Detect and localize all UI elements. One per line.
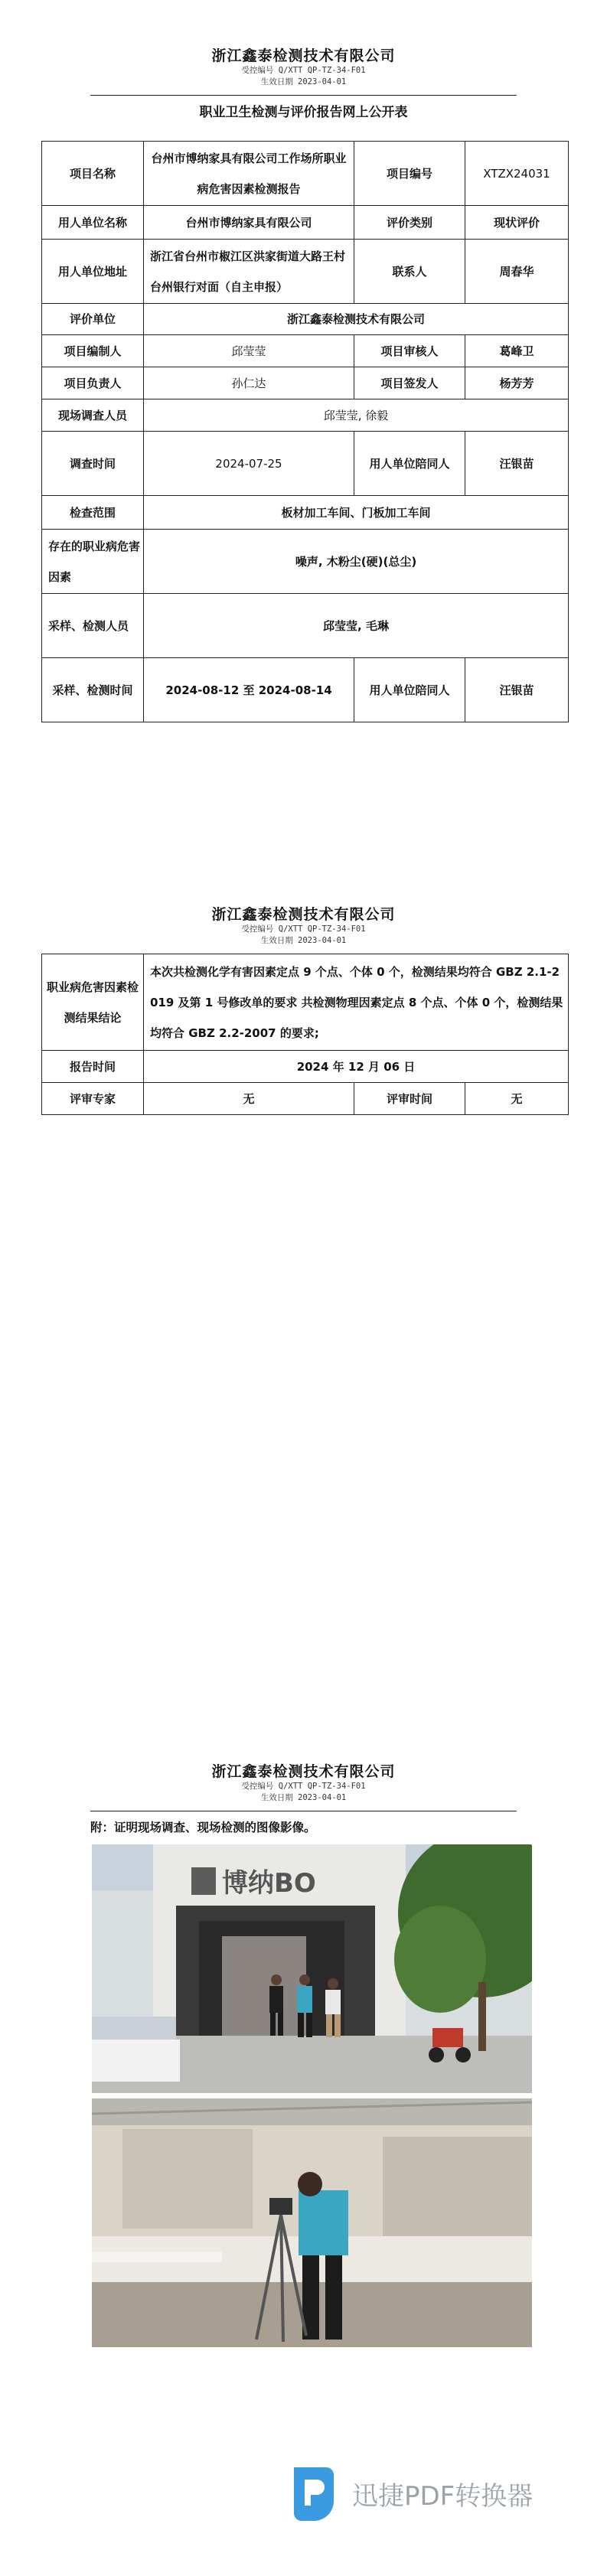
eval-unit-label: 评价单位: [42, 304, 144, 335]
watermark-text: 迅捷PDF转换器: [352, 2481, 534, 2512]
control-number: 受控编号 Q/XTT QP-TZ-34-F01: [241, 66, 366, 75]
review-time-label: 评审时间: [354, 1083, 465, 1115]
compiler-label: 项目编制人: [42, 335, 144, 367]
page-title: 职业卫生检测与评价报告网上公开表: [199, 105, 408, 120]
sampler-label: 采样、检测人员: [42, 594, 144, 658]
effective-date: 生效日期 2023-04-01: [260, 936, 347, 945]
leader-value: 孙仁达: [144, 367, 354, 399]
company-name: 浙江鑫泰检测技术有限公司: [211, 47, 396, 64]
report-time-value: 2024 年 12 月 06 日: [144, 1051, 569, 1083]
accompany-value: 汪银苗: [465, 432, 569, 496]
effective-date: 生效日期 2023-04-01: [260, 1793, 347, 1802]
employer-name-label: 用人单位名称: [42, 206, 144, 240]
report-time-label: 报告时间: [42, 1051, 144, 1083]
project-no-value: XTZX24031: [465, 142, 569, 206]
compiler-value: 邱莹莹: [144, 335, 354, 367]
conclusion-table: [41, 954, 569, 1115]
project-no-label: 项目编号: [354, 142, 465, 206]
sampler-value: 邱莹莹, 毛琳: [144, 594, 569, 658]
site-measurement-image: [92, 2098, 532, 2347]
watermark: [291, 2463, 551, 2524]
survey-time-value: 2024-07-25: [144, 432, 354, 496]
company-name: 浙江鑫泰检测技术有限公司: [211, 1763, 396, 1780]
site-staff-value: 邱莹莹, 徐毅: [144, 399, 569, 432]
contact-label: 联系人: [354, 240, 465, 304]
issuer-value: 杨芳芳: [465, 367, 569, 399]
conclusion-value: 本次共检测化学有害因素定点 9 个点、个体 0 个，检测结果均符合 GBZ 2.1-2019 及第 1 号修改单的要求 共检测物理因素定点 8 个点、个体 0 个，检测结果均符合 GBZ 2.2-2007 的要求;: [144, 954, 569, 1051]
page1-header: [0, 44, 607, 88]
reviewer-value: 葛峰卫: [465, 335, 569, 367]
eval-type-value: 现状评价: [465, 206, 569, 240]
expert-value: 无: [144, 1083, 354, 1115]
accompany2-label: 用人单位陪同人: [354, 658, 465, 722]
project-name-value: 台州市博纳家具有限公司工作场所职业病危害因素检测报告: [144, 142, 354, 206]
site-staff-label: 现场调查人员: [42, 399, 144, 432]
accompany-label: 用人单位陪同人: [354, 432, 465, 496]
scope-value: 板材加工车间、门板加工车间: [144, 496, 569, 530]
scope-label: 检查范围: [42, 496, 144, 530]
eval-unit-value: 浙江鑫泰检测技术有限公司: [144, 304, 569, 335]
sign-text: 博纳BO: [222, 1868, 316, 1899]
site-survey-photo: [92, 1844, 532, 2093]
site-measurement-photo: [92, 2098, 532, 2347]
hazard-value: 噪声, 木粉尘(硬)(总尘): [144, 530, 569, 594]
leader-label: 项目负责人: [42, 367, 144, 399]
employer-name-value: 台州市博纳家具有限公司: [144, 206, 354, 240]
review-time-value: 无: [465, 1083, 569, 1115]
site-survey-image: [92, 1844, 532, 2093]
sample-time-label: 采样、检测时间: [42, 658, 144, 722]
survey-time-label: 调查时间: [42, 432, 144, 496]
report-info-table: [41, 141, 569, 722]
eval-type-label: 评价类别: [354, 206, 465, 240]
company-name: 浙江鑫泰检测技术有限公司: [211, 906, 396, 923]
page3-header: [0, 1760, 607, 1804]
header-rule: [90, 95, 517, 96]
control-number: 受控编号 Q/XTT QP-TZ-34-F01: [241, 1782, 366, 1791]
project-name-label: 项目名称: [42, 142, 144, 206]
contact-value: 周春华: [465, 240, 569, 304]
reviewer-label: 项目审核人: [354, 335, 465, 367]
pdf-converter-logo-icon: [294, 2467, 334, 2521]
attachment-note: 附：证明现场调查、现场检测的图像影像。: [90, 1821, 316, 1834]
employer-addr-value: 浙江省台州市椒江区洪家街道大路王村台州银行对面（自主申报）: [144, 240, 354, 304]
employer-addr-label: 用人单位地址: [42, 240, 144, 304]
hazard-label: 存在的职业病危害因素: [42, 530, 144, 594]
accompany2-value: 汪银苗: [465, 658, 569, 722]
sample-time-value: 2024-08-12 至 2024-08-14: [144, 658, 354, 722]
conclusion-label: 职业病危害因素检测结果结论: [42, 954, 144, 1051]
effective-date: 生效日期 2023-04-01: [260, 77, 347, 86]
control-number: 受控编号 Q/XTT QP-TZ-34-F01: [241, 924, 366, 934]
issuer-label: 项目签发人: [354, 367, 465, 399]
page2-header: [0, 903, 607, 947]
expert-label: 评审专家: [42, 1083, 144, 1115]
